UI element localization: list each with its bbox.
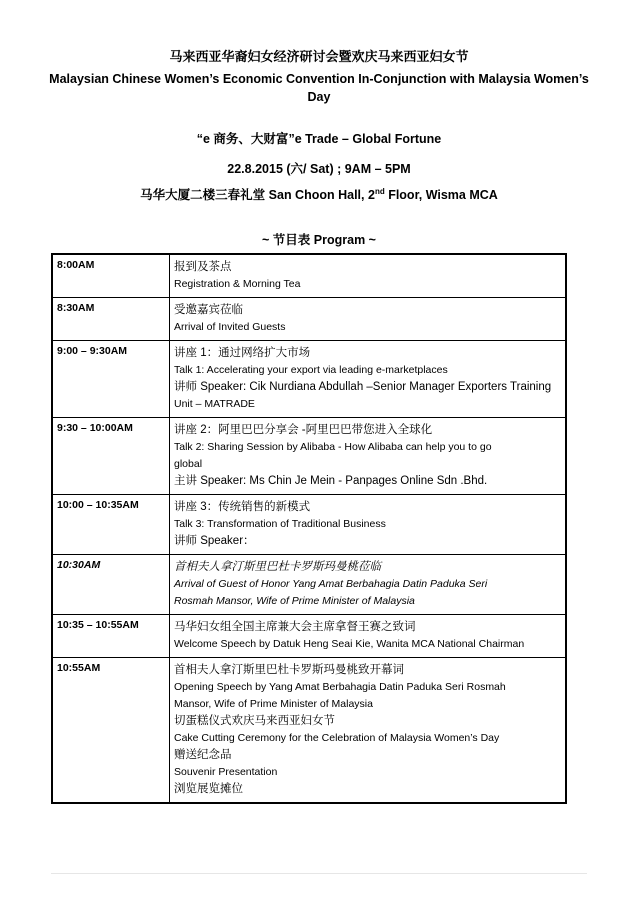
theme-prefix: “e: [196, 132, 214, 146]
date-part-b: / Sat) ; 9AM – 5PM: [303, 162, 411, 176]
program-line-english: Souvenir Presentation: [174, 766, 278, 778]
program-line-chinese: 讲座 3：传统销售的新模式: [174, 501, 311, 513]
program-line-english: Talk 3: Transformation of Traditional Business: [174, 518, 386, 530]
program-line-english: Arrival of Guest of Honor Yang Amat Berbahagia Datin Paduka Seri: [174, 578, 488, 590]
program-line-chinese: 讲座 2：阿里巴巴分享会 -阿里巴巴带您进入全球化: [174, 424, 433, 436]
program-time: 9:30 – 10:00AM: [52, 418, 170, 495]
program-time: 8:30AM: [52, 298, 170, 341]
program-heading: [40, 230, 598, 248]
program-time: 10:00 – 10:35AM: [52, 495, 170, 555]
program-line-english: Rosmah Mansor, Wife of Prime Minister of Malaysia: [174, 595, 415, 607]
program-description: [170, 298, 567, 341]
program-heading-english: Program ~: [310, 233, 376, 247]
program-description: [170, 615, 567, 658]
venue-english-a: San Choon Hall, 2: [265, 188, 375, 202]
program-description: [170, 495, 567, 555]
program-description: [170, 555, 567, 615]
program-row: [52, 298, 566, 341]
program-line-chinese: 讲师 Speaker: Cik Nurdiana Abdullah –Senior Manager Exporters Training: [174, 381, 552, 393]
program-time: 10:30AM: [52, 555, 170, 615]
program-description: [170, 658, 567, 804]
program-line-chinese: 赠送纪念品: [174, 749, 232, 761]
date-part-a: 22.8.2015 (: [227, 162, 291, 176]
program-description: [170, 254, 567, 298]
program-row: [52, 495, 566, 555]
program-line-english: Talk 2: Sharing Session by Alibaba - How Alibaba can help you to go: [174, 441, 492, 453]
program-time: 10:35 – 10:55AM: [52, 615, 170, 658]
program-row: [52, 418, 566, 495]
program-description: [170, 418, 567, 495]
program-line-english: Registration & Morning Tea: [174, 278, 301, 290]
program-table-body: [52, 254, 566, 803]
program-row: [52, 658, 566, 804]
program-line-english: global: [174, 458, 203, 470]
program-line-chinese: 浏览展览摊位: [174, 783, 243, 795]
program-line-english: Cake Cutting Ceremony for the Celebration of Malaysia Women’s Day: [174, 732, 500, 744]
program-row: [52, 615, 566, 658]
program-row: [52, 254, 566, 298]
program-time: 8:00AM: [52, 254, 170, 298]
program-description: [170, 341, 567, 418]
program-line-english: Opening Speech by Yang Amat Berbahagia Datin Paduka Seri Rosmah: [174, 681, 506, 693]
title-english: Malaysian Chinese Women’s Economic Convention In-Conjunction with Malaysia Women’s Day: [49, 72, 589, 104]
program-heading-chinese: ~ 节目表: [262, 233, 311, 247]
date-line: [40, 159, 598, 177]
venue-superscript: nd: [374, 186, 385, 196]
program-line-english: Arrival of Invited Guests: [174, 321, 286, 333]
program-line-chinese: 受邀嘉宾莅临: [174, 304, 243, 316]
program-line-english: Welcome Speech by Datuk Heng Seai Kie, Wanita MCA National Chairman: [174, 638, 525, 650]
program-line-english: Mansor, Wife of Prime Minister of Malaysia: [174, 698, 373, 710]
program-line-chinese: 切蛋糕仪式欢庆马来西亚妇女节: [174, 715, 335, 727]
theme-english: ”e Trade – Global Fortune: [288, 132, 442, 146]
program-line-chinese: 首相夫人拿汀斯里巴杜卡罗斯玛曼桃莅临: [174, 561, 381, 573]
program-line-chinese: 首相夫人拿汀斯里巴杜卡罗斯玛曼桃致开幕词: [174, 664, 404, 676]
date-day-chinese: 六: [290, 162, 304, 176]
program-line-english: Unit – MATRADE: [174, 398, 255, 410]
program-line-chinese: 马华妇女组全国主席兼大会主席拿督王赛之致词: [174, 621, 416, 633]
venue-english-b: Floor, Wisma MCA: [384, 188, 498, 202]
venue-chinese: 马华大厦二楼三春礼堂: [140, 188, 266, 202]
program-line-chinese: 主讲 Speaker: Ms Chin Je Mein - Panpages Online Sdn .Bhd.: [174, 475, 488, 487]
footer-divider: [51, 873, 587, 874]
program-line-chinese: 报到及茶点: [174, 261, 232, 273]
program-row: [52, 555, 566, 615]
program-row: [52, 341, 566, 418]
program-time: 10:55AM: [52, 658, 170, 804]
theme-chinese: 商务、大财富: [213, 132, 289, 146]
program-time: 9:00 – 9:30AM: [52, 341, 170, 418]
venue-line: [40, 185, 598, 203]
program-line-english: Talk 1: Accelerating your export via leading e-marketplaces: [174, 364, 448, 376]
title-chinese: 马来西亚华裔妇女经济研讨会暨欢庆马来西亚妇女节: [169, 49, 469, 64]
program-table: [51, 253, 567, 804]
program-line-chinese: 讲师 Speaker：: [174, 535, 255, 547]
program-line-chinese: 讲座 1：通过网络扩大市场: [174, 347, 311, 359]
theme-line: [40, 129, 598, 147]
